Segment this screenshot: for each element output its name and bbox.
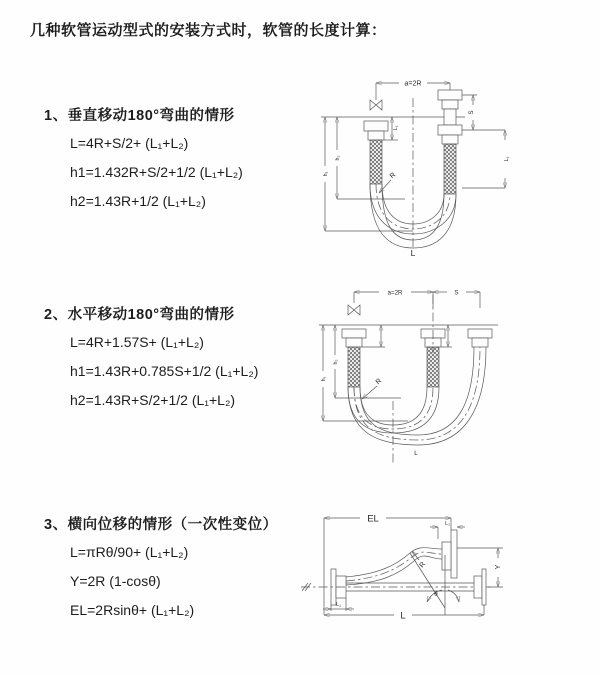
diagram-horizontal-180-bend [313, 283, 568, 473]
straight-pipe-original-position [301, 569, 493, 605]
right-hose-end-fitting [438, 90, 462, 194]
section-3-formulas [70, 538, 278, 625]
diagram-lateral-displacement [298, 503, 588, 653]
section-2-heading: 2、水平移动180°弯曲的情形 [44, 307, 235, 323]
radius-label: R [418, 560, 428, 570]
formula: h2=1.43R+1/2 (L₁+L₂) [70, 193, 206, 209]
braid-section [444, 144, 456, 194]
dim-s [462, 95, 505, 130]
length-label: L [400, 610, 406, 622]
dim-l1-left [323, 598, 354, 611]
left-hose-end-fitting [364, 121, 388, 184]
dim-label-s: S [468, 110, 475, 115]
dim-label-h1: h₁ [323, 171, 329, 177]
hose-s-curve-displaced-position [346, 548, 442, 585]
section-2-formulas [70, 328, 258, 415]
length-label: L [410, 248, 416, 258]
dim-l1-top [430, 521, 465, 539]
radius-label: R [388, 171, 398, 181]
section-1 [44, 104, 243, 216]
formula: Y=2R (1-cosθ) [70, 573, 161, 589]
section-3-heading: 3、横向位移的情形（一次性变位） [44, 517, 278, 533]
dim-label-s: S [454, 289, 459, 297]
dim-label-y: Y [495, 564, 502, 570]
angle-label: θ [434, 591, 438, 598]
dim-label-l1-left: L₁ [336, 602, 341, 608]
valve-icon [370, 100, 382, 110]
dim-label-a2r: a=2R [387, 289, 403, 297]
diagram-vertical-180-bend [315, 76, 525, 261]
dim-label-h2: h₂ [335, 155, 341, 161]
formula: L=4R+1.57S+ (L₁+L₂) [70, 334, 204, 350]
left-hose-end-fitting [342, 329, 366, 387]
dim-s [433, 290, 480, 297]
radius-label: R [374, 377, 384, 387]
dim-label-h1: h₁ [321, 376, 327, 382]
dim-l-bottom [324, 605, 484, 622]
dim-label-h2: h₂ [333, 359, 339, 365]
formula: h2=1.43R+S/2+1/2 (L₁+L₂) [70, 392, 236, 408]
braid-section [348, 347, 360, 387]
formula: L=πRθ/90+ (L₁+L₂) [70, 544, 189, 560]
radius-callout [362, 378, 383, 399]
dim-label-a2r: a=2R [404, 80, 422, 88]
dim-a2r [354, 290, 480, 309]
valve-icon [348, 305, 360, 315]
section-1-formulas [70, 129, 243, 216]
page-title: 几种软管运动型式的安装方式时，软管的长度计算： [30, 22, 387, 39]
hose-curves [348, 347, 486, 445]
displaced-hose-end-fitting [468, 329, 492, 347]
dim-label-l1-top: L₁ [445, 521, 450, 527]
formula: EL=2Rsinθ+ (L₁+L₂) [70, 602, 195, 618]
section-2 [44, 303, 258, 415]
length-label: L [414, 450, 418, 457]
dim-h1 [321, 325, 408, 421]
dim-el [324, 514, 451, 616]
section-1-heading: 1、垂直移动180°弯曲的情形 [44, 108, 235, 124]
section-3 [44, 513, 278, 625]
dim-label-l1-right: L₁ [504, 156, 510, 162]
upper-flange [442, 530, 457, 578]
formula: L=4R+S/2+ (L₁+L₂) [70, 135, 189, 151]
dim-label-el: EL [367, 513, 379, 525]
angle-theta [427, 590, 459, 602]
braid-section [370, 140, 382, 184]
dim-l1-right [462, 130, 510, 188]
dim-label-l1: L₁ [393, 125, 399, 131]
formula: h1=1.432R+S/2+1/2 (L₁+L₂) [70, 164, 243, 180]
formula: h1=1.43R+0.785S+1/2 (L₁+L₂) [70, 363, 259, 379]
